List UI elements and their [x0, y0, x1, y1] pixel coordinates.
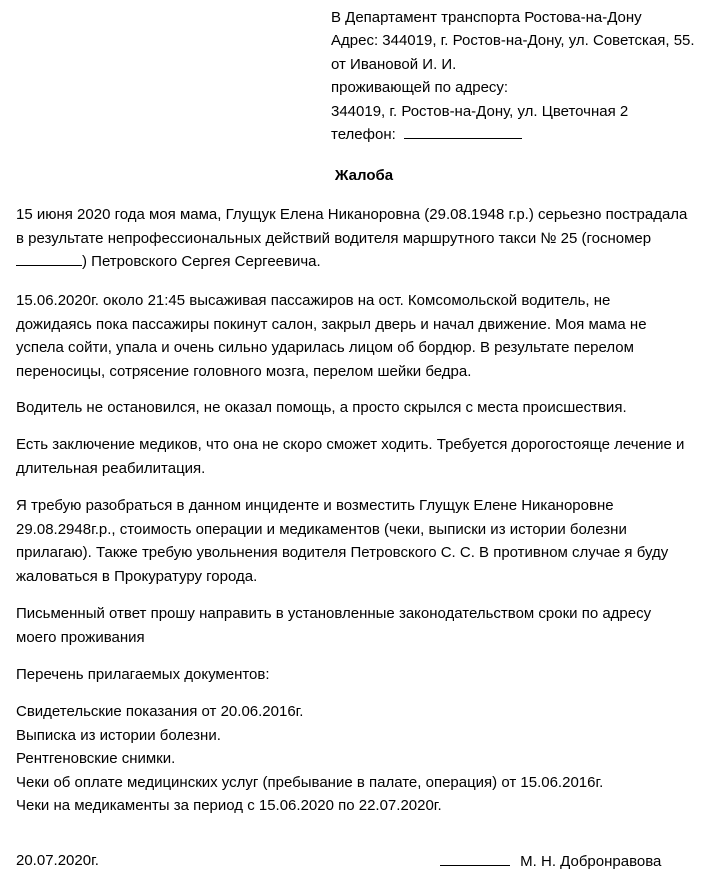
phone-label: телефон: [331, 126, 396, 144]
attachments-heading [16, 663, 716, 687]
text-line: в результате непрофессиональных действий водителя маршрутного такси № 25 (госномер [16, 229, 652, 247]
signature-blank [440, 851, 510, 866]
signature-block [440, 851, 661, 872]
driver-name-text: ) Петровского Сергея Сергеевича. [82, 253, 321, 271]
text-line: дожидаясь пока пассажиры покинут салон, закрыл дверь и начал движение. Моя мама не [16, 315, 647, 333]
text-line: переносицы, сотрясение головного мозга, перелом шейки бедра. [16, 362, 472, 380]
addressee-line: В Департамент транспорта Ростова-на-Дону [331, 9, 642, 26]
list-item: Свидетельские показания от 20.06.2016г. [16, 703, 304, 720]
text-line: длительная реабилитация. [16, 459, 206, 477]
list-item: Чеки об оплате медицинских услуг (пребывание в палате, операция) от 15.06.2016г. [16, 773, 604, 791]
text-line: Письменный ответ прошу направить в установленные законодательством сроки по адресу [16, 605, 652, 622]
sender-address: 344019, г. Ростов-на-Дону, ул. Цветочная 2 [331, 102, 629, 120]
text-line: Я требую разобраться в данном инциденте и возместить Глущук Елене Никаноровне [16, 497, 614, 514]
text-line: моего проживания [16, 628, 145, 646]
addressee-address: Адрес: 344019, г. Ростов-на-Дону, ул. Советская, 55. [331, 32, 695, 50]
text-line: 15.06.2020г. около 21:45 высаживая пассажиров на ост. Комсомольской водитель, не [16, 292, 611, 309]
list-item: Рентгеновские снимки. [16, 750, 176, 768]
document-date: 20.07.2020г. [16, 852, 99, 869]
list-item: Чеки на медикаменты за период с 15.06.2020 по 22.07.2020г. [16, 797, 442, 815]
paragraph-medical [16, 433, 716, 480]
text-line: Перечень прилагаемых документов: [16, 666, 270, 683]
signatory-name: М. Н. Добронравова [520, 853, 662, 870]
paragraph-response [16, 602, 716, 649]
text-line: 15 июня 2020 года моя мама, Глущук Елена Никаноровна (29.08.1948 г.р.) серьезно пострадала [16, 206, 688, 223]
text-line [16, 250, 716, 274]
text-line: прилагаю). Также требую увольнения водителя Петровского С. С. В противном случае я буду [16, 544, 669, 562]
sender-name: от Ивановой И. И. [331, 55, 457, 73]
list-item: Выписка из истории болезни. [16, 726, 221, 744]
sender-phone [331, 123, 721, 146]
text-line: Есть заключение медиков, что она не скоро сможет ходить. Требуется дорогостояще лечение и [16, 436, 685, 453]
text-line: успела сойти, упала и очень сильно ударилась лицом об бордюр. В результате перелом [16, 339, 634, 357]
paragraph-fled [16, 396, 716, 420]
text-line: 29.08.2948г.р., стоимость операции и медикаментов (чеки, выписки из истории болезни [16, 520, 627, 538]
attachments-list [16, 700, 716, 818]
phone-blank [404, 124, 522, 139]
sender-address-label: проживающей по адресу: [331, 79, 509, 97]
plate-number-blank [16, 251, 82, 266]
paragraph-demands [16, 494, 716, 588]
paragraph-details [16, 289, 716, 383]
text-line: жаловаться в Прокуратуру города. [16, 567, 258, 585]
document-title: Жалоба [334, 167, 394, 184]
text-line: Водитель не остановился, не оказал помощь, а просто скрылся с места происшествия. [16, 399, 627, 416]
addressee-block [331, 6, 721, 146]
paragraph-incident [16, 203, 716, 274]
